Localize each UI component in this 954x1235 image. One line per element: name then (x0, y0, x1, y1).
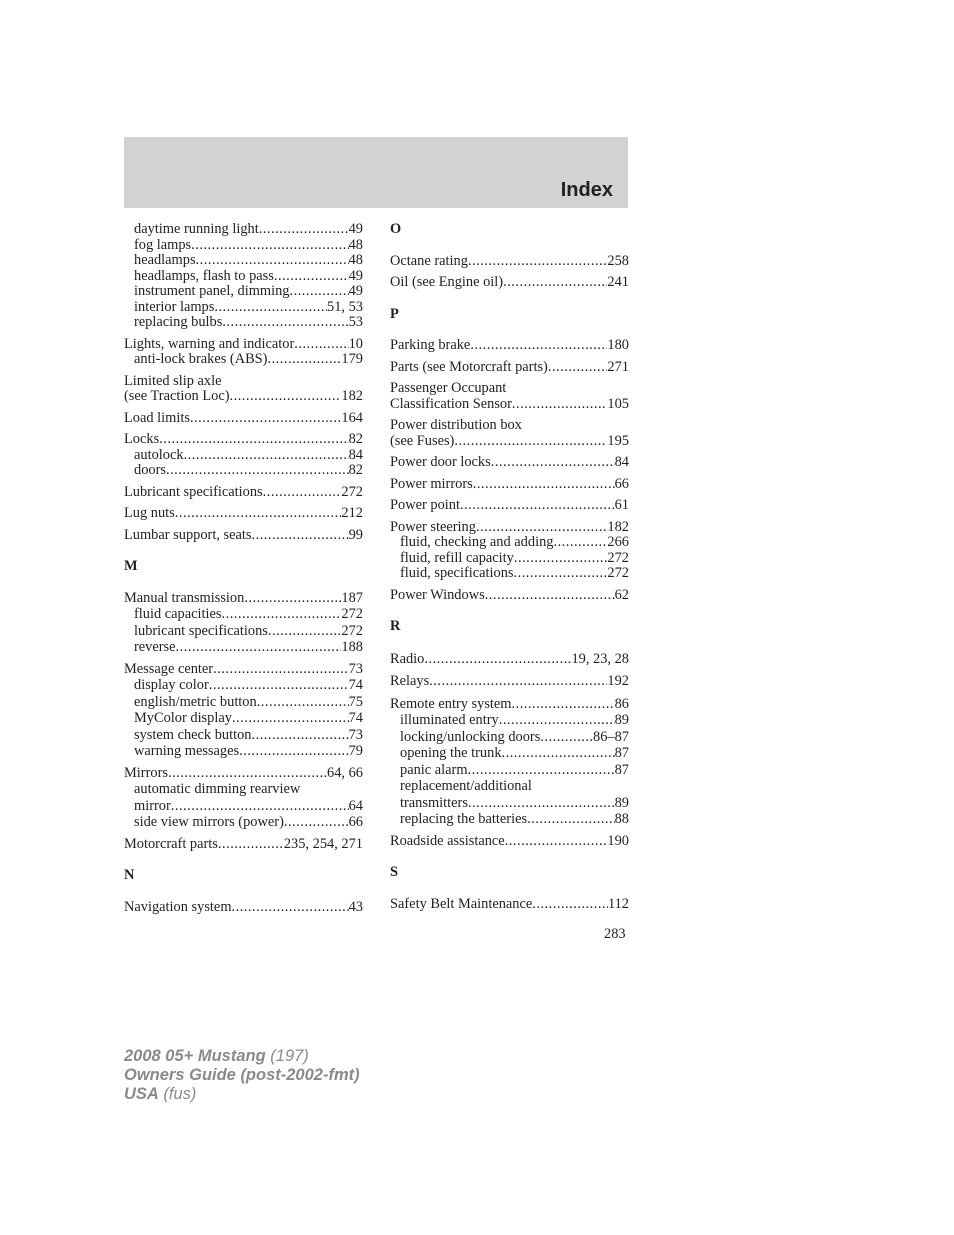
page-title: Index (560, 179, 613, 201)
entry-label: Lumbar support, seats (124, 526, 252, 543)
footer (124, 1047, 360, 1104)
entry-label: (see Fuses) (390, 432, 455, 449)
entry-page-ref: 86–87 (593, 728, 629, 745)
entry-label: Safety Belt Maintenance (390, 895, 533, 912)
footer-model-code: (197) (265, 1047, 309, 1065)
dot-leader (502, 746, 615, 762)
index-subentry (390, 535, 629, 551)
entry-label: warning messages (134, 743, 240, 759)
dot-leader (532, 897, 608, 913)
dot-leader (267, 352, 341, 368)
dot-leader (168, 766, 327, 782)
entry-label: replacing the batteries (400, 811, 528, 827)
index-entry (124, 485, 363, 501)
dot-leader (222, 607, 342, 623)
dot-leader (230, 389, 342, 405)
entry-page-ref: 112 (607, 895, 629, 912)
index-entry (390, 834, 629, 850)
dot-leader (505, 834, 608, 850)
index-entry (390, 434, 629, 450)
entry-page-ref: 66 (348, 814, 363, 830)
entry-label: side view mirrors (power) (134, 814, 284, 830)
entry-label: Roadside assistance (390, 832, 505, 849)
entry-page-ref: 258 (607, 252, 629, 269)
entry-page-ref: 241 (607, 274, 629, 290)
entry-label: Power door locks (390, 454, 491, 470)
index-column-left (124, 222, 363, 915)
dot-leader (263, 485, 342, 501)
entry-label: autolock (134, 446, 184, 463)
entry-page-ref: 179 (341, 351, 363, 367)
dot-leader (540, 730, 593, 746)
dot-leader (268, 624, 342, 640)
entry-page-ref: 192 (607, 673, 629, 689)
dot-leader (503, 275, 607, 291)
entry-page-ref: 164 (341, 409, 363, 426)
entry-page-ref: 87 (614, 745, 629, 761)
index-subentry (124, 352, 363, 368)
entry-page-ref: 48 (348, 236, 363, 253)
dot-leader (257, 695, 349, 711)
entry-label: instrument panel, dimming (134, 283, 290, 299)
entry-page-ref: 272 (607, 565, 629, 581)
entry-label: fluid, refill capacity (400, 549, 514, 566)
dot-leader (232, 711, 349, 727)
dot-leader (527, 812, 615, 828)
entry-label: Power mirrors (390, 475, 473, 492)
index-entry (124, 506, 363, 522)
index-entry (390, 652, 629, 668)
index-subentry (124, 607, 363, 623)
footer-guide: Owners Guide (post-2002-fmt) (124, 1066, 360, 1084)
entry-label: Classification Sensor (390, 395, 512, 412)
entry-page-ref: 266 (607, 534, 629, 550)
entry-page-ref: 188 (341, 639, 363, 655)
entry-label: system check button (134, 726, 252, 743)
entry-page-ref: 212 (341, 505, 363, 521)
entry-page-ref: 182 (607, 518, 629, 535)
index-letter-heading: R (390, 618, 401, 634)
dot-leader (244, 591, 341, 607)
dot-leader (222, 315, 348, 331)
entry-page-ref: 73 (348, 660, 363, 677)
entry-page-ref: 49 (348, 267, 363, 284)
entry-label: fog lamps (134, 236, 192, 253)
entry-page-ref: 43 (348, 898, 363, 915)
entry-label: mirror (134, 797, 171, 814)
dot-leader (214, 300, 327, 316)
entry-page-ref: 79 (348, 743, 363, 759)
index-entry (124, 432, 363, 448)
entry-label: Parts (see Motorcraft parts) (390, 358, 548, 375)
index-entry (390, 397, 629, 413)
entry-page-ref: 82 (348, 431, 363, 447)
dot-leader (512, 397, 608, 413)
entry-page-ref: 74 (348, 710, 363, 726)
entry-page-ref: 272 (607, 549, 629, 566)
entry-label: panic alarm (400, 761, 468, 778)
dot-leader (512, 697, 615, 713)
entry-label: anti-lock brakes (ABS) (134, 351, 268, 367)
dot-leader (259, 222, 349, 238)
entry-label: Manual transmission (124, 589, 245, 606)
index-subentry (124, 222, 363, 238)
entry-page-ref: 82 (348, 462, 363, 478)
index-entry (124, 591, 363, 607)
entry-page-ref: 64 (348, 797, 363, 814)
index-entry (390, 338, 629, 354)
index-subentry (390, 812, 629, 828)
entry-page-ref: 180 (607, 337, 629, 353)
index-entry (124, 662, 363, 678)
footer-model: 2008 05+ Mustang (124, 1047, 266, 1065)
index-entry (390, 254, 629, 270)
dot-leader (468, 796, 615, 812)
entry-label: fluid capacities (134, 606, 222, 622)
index-entry (124, 337, 363, 353)
index-subentry (124, 815, 363, 831)
entry-page-ref: 271 (607, 358, 629, 375)
entry-label: illuminated entry (400, 712, 499, 728)
index-entry (390, 275, 629, 291)
index-subentry (390, 746, 629, 762)
entry-label: Lug nuts (124, 505, 175, 521)
entry-page-ref: 272 (341, 622, 363, 639)
entry-label: Motorcraft parts (124, 835, 218, 852)
entry-label: Navigation system (124, 898, 232, 915)
index-subentry (124, 238, 363, 254)
dot-leader (209, 678, 349, 694)
footer-market-code: (fus) (158, 1085, 197, 1103)
entry-page-ref: 182 (341, 388, 363, 404)
index-subentry (124, 728, 363, 744)
dot-leader (213, 662, 349, 678)
entry-page-ref: 89 (614, 712, 629, 728)
index-subentry (390, 713, 629, 729)
index-subentry (124, 711, 363, 727)
dot-leader (553, 535, 607, 551)
entry-page-ref: 61 (614, 497, 629, 513)
index-subentry (124, 448, 363, 464)
entry-page-ref: 86 (614, 695, 629, 712)
entry-page-ref: 53 (348, 314, 363, 330)
dot-leader (274, 269, 349, 285)
entry-page-ref: 74 (348, 677, 363, 693)
entry-label: reverse (134, 639, 176, 655)
dot-leader (491, 455, 615, 471)
entry-page-ref: 49 (348, 221, 363, 237)
entry-page-ref: 190 (607, 832, 629, 849)
entry-page-ref: 187 (341, 589, 363, 606)
index-subentry (124, 695, 363, 711)
entry-page-ref: 195 (607, 432, 629, 449)
dot-leader (499, 713, 615, 729)
entry-page-ref: 272 (341, 606, 363, 622)
entry-label: Power Windows (390, 586, 485, 603)
entry-label: Message center (124, 660, 214, 677)
entry-label: english/metric button (134, 693, 257, 710)
entry-label: lubricant specifications (134, 622, 268, 639)
entry-label: headlamps (134, 252, 196, 268)
entry-page-ref: 19, 23, 28 (571, 650, 629, 667)
index-subentry (124, 640, 363, 656)
entry-page-ref: 10 (348, 335, 363, 352)
entry-label: Locks (124, 431, 160, 447)
dot-leader (252, 728, 349, 744)
entry-page-ref: 51, 53 (327, 298, 363, 315)
entry-label: Oil (see Engine oil) (390, 274, 504, 290)
dot-leader (171, 799, 349, 815)
entry-label: replacing bulbs (134, 314, 223, 330)
entry-label: Relays (390, 673, 430, 689)
index-subentry (124, 300, 363, 316)
entry-label: interior lamps (134, 298, 215, 315)
index-subentry (390, 551, 629, 567)
dot-leader (454, 434, 607, 450)
index-entry (124, 900, 363, 916)
dot-leader (232, 900, 349, 916)
entry-page-ref: 75 (348, 693, 363, 710)
index-subentry (124, 253, 363, 269)
dot-leader (239, 744, 349, 760)
dot-leader (191, 238, 348, 254)
entry-page-ref: 99 (348, 526, 363, 543)
index-subentry (390, 796, 629, 812)
index-subentry: automatic dimming rearview (134, 781, 301, 797)
index-entry: Passenger Occupant (390, 380, 507, 396)
index-subentry (124, 463, 363, 479)
index-subentry (124, 799, 363, 815)
entry-label: Mirrors (124, 764, 168, 781)
index-entry (124, 766, 363, 782)
dot-leader (294, 337, 348, 353)
entry-page-ref: 66 (614, 475, 629, 492)
dot-leader (284, 815, 349, 831)
dot-leader (252, 528, 349, 544)
entry-page-ref: 88 (614, 811, 629, 827)
dot-leader (460, 498, 615, 514)
entry-label: Radio (390, 650, 425, 667)
entry-label: display color (134, 677, 209, 693)
entry-page-ref: 64, 66 (327, 764, 363, 781)
entry-page-ref: 235, 254, 271 (283, 835, 363, 852)
index-subentry (390, 763, 629, 779)
entry-page-ref: 49 (348, 283, 363, 299)
entry-page-ref: 84 (348, 446, 363, 463)
index-subentry (390, 566, 629, 582)
entry-label: headlamps, flash to pass (134, 267, 274, 284)
dot-leader (514, 566, 608, 582)
dot-leader (548, 360, 608, 376)
index-entry (124, 837, 363, 853)
index-entry (390, 697, 629, 713)
index-subentry (124, 624, 363, 640)
index-entry (390, 674, 629, 690)
entry-label: MyColor display (134, 710, 232, 726)
index-entry (390, 520, 629, 536)
dot-leader (485, 588, 615, 604)
entry-label: (see Traction Loc) (124, 388, 230, 404)
index-subentry (124, 744, 363, 760)
dot-leader (175, 506, 342, 522)
index-subentry (124, 269, 363, 285)
dot-leader (468, 763, 615, 779)
index-entry (390, 477, 629, 493)
entry-label: Parking brake (390, 337, 471, 353)
entry-label: Lights, warning and indicator (124, 335, 295, 352)
entry-page-ref: 272 (341, 483, 363, 500)
index-entry (390, 455, 629, 471)
entry-label: doors (134, 462, 166, 478)
entry-label: fluid, specifications (400, 565, 514, 581)
entry-label: locking/unlocking doors (400, 728, 541, 745)
dot-leader (218, 837, 284, 853)
entry-page-ref: 87 (614, 761, 629, 778)
dot-leader (176, 640, 342, 656)
index-entry (390, 498, 629, 514)
index-subentry (390, 730, 629, 746)
index-entry (124, 389, 363, 405)
index-letter-heading: M (124, 558, 138, 574)
entry-label: Octane rating (390, 252, 468, 269)
index-entry (390, 588, 629, 604)
dot-leader (424, 652, 571, 668)
index-letter-heading: S (390, 864, 399, 880)
entry-label: transmitters (400, 794, 468, 811)
dot-leader (429, 674, 607, 690)
index-subentry (124, 315, 363, 331)
index-subentry (124, 284, 363, 300)
entry-label: daytime running light (134, 221, 259, 237)
index-subentry (124, 678, 363, 694)
index-entry (390, 360, 629, 376)
entry-page-ref: 84 (614, 454, 629, 470)
entry-label: fluid, checking and adding (400, 534, 554, 550)
index-letter-heading: N (124, 867, 135, 883)
dot-leader (159, 432, 348, 448)
entry-label: Power steering (390, 518, 476, 535)
dot-leader (166, 463, 349, 479)
index-letter-heading: O (390, 221, 402, 237)
index-entry (124, 411, 363, 427)
entry-label: Lubricant specifications (124, 483, 263, 500)
entry-label: Power point (390, 497, 460, 513)
index-entry (390, 897, 629, 913)
dot-leader (473, 477, 615, 493)
dot-leader (184, 448, 349, 464)
dot-leader (470, 338, 607, 354)
entry-label: opening the trunk (400, 745, 502, 761)
dot-leader (476, 520, 607, 536)
entry-page-ref: 105 (607, 395, 629, 412)
index-subentry: replacement/additional (400, 778, 532, 794)
index-entry: Power distribution box (390, 417, 522, 433)
page-number: 283 (604, 926, 626, 942)
footer-market: USA (124, 1085, 159, 1103)
dot-leader (190, 411, 341, 427)
dot-leader (514, 551, 608, 567)
entry-page-ref: 89 (614, 794, 629, 811)
index-letter-heading: P (390, 305, 399, 322)
entry-label: Load limits (124, 409, 190, 426)
dot-leader (196, 253, 349, 269)
entry-page-ref: 73 (348, 726, 363, 743)
entry-page-ref: 48 (348, 252, 363, 268)
index-column-right (390, 222, 629, 912)
header-band (124, 137, 628, 208)
index-entry: Limited slip axle (124, 372, 222, 389)
dot-leader (289, 284, 348, 300)
index-entry (124, 528, 363, 544)
entry-label: Remote entry system (390, 695, 512, 712)
dot-leader (468, 254, 607, 270)
entry-page-ref: 62 (614, 586, 629, 603)
